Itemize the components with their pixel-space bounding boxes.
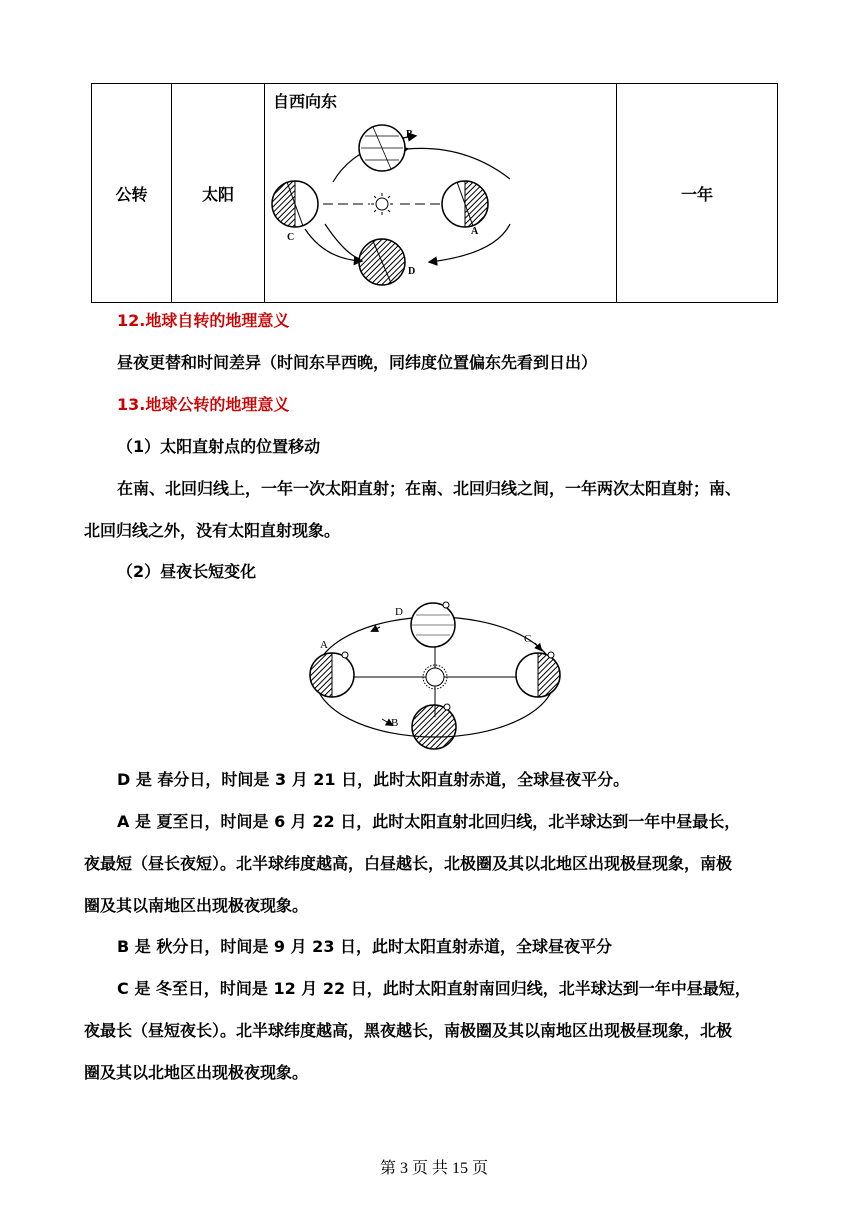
- a-line1: A 是 夏至日，时间是 6 月 22 日，此时太阳直射北回归线，北半球达到一年中昼最长，: [117, 812, 741, 831]
- orbit-arc: [407, 148, 510, 179]
- direction-cell: [265, 84, 617, 303]
- c-line3: 圈及其以北地区出现极夜现象。: [84, 1063, 309, 1082]
- earth-b: [412, 704, 456, 749]
- orbit-arc: [325, 224, 360, 259]
- daylength-diagram: [300, 595, 570, 755]
- label-b: B: [391, 717, 399, 729]
- period-cell: 一年: [617, 84, 778, 303]
- a-line2: 夜最短（昼长夜短）。北半球纬度越高，白昼越长，北极圈及其以北地区出现极昼现象，南极: [84, 854, 733, 873]
- section13-sub2: （2）昼夜长短变化: [117, 562, 257, 581]
- a-line3: 圈及其以南地区出现极夜现象。: [84, 896, 309, 915]
- section12-heading: 12.地球自转的地理意义: [117, 311, 290, 330]
- earth-d: [411, 602, 455, 647]
- table-row: [92, 84, 778, 303]
- label-d: D: [408, 266, 416, 277]
- section13-p1-line2: 北回归线之外，没有太阳直射现象。: [84, 521, 341, 540]
- label-b: B: [406, 129, 413, 140]
- page-footer: 第 3 页 共 15 页: [379, 1160, 488, 1177]
- section13-p1-line1: 在南、北回归线上，一年一次太阳直射；在南、北回归线之间，一年两次太阳直射；南、: [117, 479, 742, 498]
- label-d: D: [395, 606, 403, 618]
- d-line: D 是 春分日，时间是 3 月 21 日，此时太阳直射赤道，全球昼夜平分。: [117, 770, 630, 789]
- c-line2: 夜最长（昼短夜长）。北半球纬度越高，黑夜越长，南极圈及其以南地区出现极昼现象，北极: [84, 1021, 733, 1040]
- revolution-diagram: [265, 84, 616, 302]
- direction-text: 自西向东: [273, 92, 338, 111]
- motion-cell: 公转: [92, 84, 172, 303]
- orbit-arc: [305, 229, 361, 261]
- earth-d: [359, 239, 405, 285]
- center-cell: 太阳: [172, 84, 265, 303]
- label-a: A: [471, 226, 479, 237]
- earth-c: [272, 181, 318, 227]
- b-line: B 是 秋分日，时间是 9 月 23 日，此时太阳直射赤道，全球昼夜平分: [117, 937, 613, 956]
- label-c: C: [524, 633, 532, 645]
- sun-icon: [371, 193, 393, 215]
- earth-a: [310, 652, 354, 697]
- c-line1: C 是 冬至日，时间是 12 月 22 日，此时太阳直射南回归线，北半球达到一年中昼最短，: [117, 979, 751, 998]
- revolution-table: [91, 83, 778, 303]
- section13-heading: 13.地球公转的地理意义: [117, 395, 290, 414]
- earth-b: [359, 125, 405, 171]
- sun-icon: [423, 665, 447, 689]
- label-c: C: [287, 232, 295, 243]
- earth-c: [516, 652, 560, 697]
- section13-sub1: （1）太阳直射点的位置移动: [117, 437, 321, 456]
- orbit-arc: [430, 224, 510, 262]
- earth-a: [442, 181, 488, 227]
- section12-text: 昼夜更替和时间差异（时间东早西晚，同纬度位置偏东先看到日出）: [117, 353, 598, 372]
- label-a: A: [320, 639, 328, 651]
